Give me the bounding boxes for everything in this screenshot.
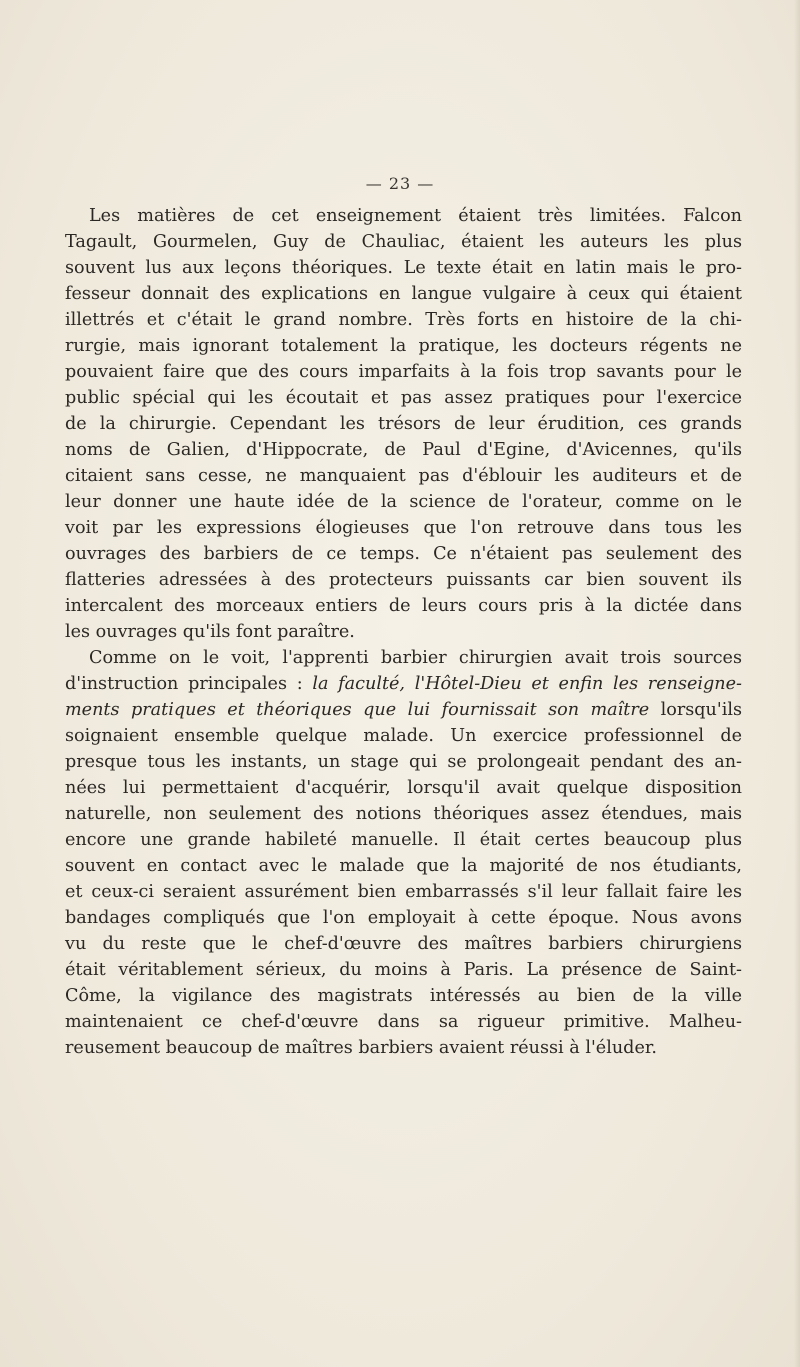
text-line: vu du reste que le chef-d'œuvre des maîtres barbiers chirurgiens (65, 934, 742, 954)
text-line: reusement beaucoup de maîtres barbiers avaient réussi à l'éluder. (65, 1038, 657, 1058)
text-line: pouvaient faire que des cours imparfaits à la fois trop savants pour le (65, 362, 742, 382)
text-line: souvent lus aux leçons théoriques. Le texte était en latin mais le pro- (65, 258, 742, 278)
text-line: voit par les expressions élogieuses que l'on retrouve dans tous les (65, 518, 742, 538)
text-line: bandages compliqués que l'on employait à cette époque. Nous avons (65, 908, 742, 928)
text-line: intercalent des morceaux entiers de leurs cours pris à la dictée dans (65, 596, 742, 616)
text-line: citaient sans cesse, ne manquaient pas d'éblouir les auditeurs et de (65, 466, 742, 486)
text-line: nées lui permettaient d'acquérir, lorsqu'il avait quelque disposition (65, 778, 742, 798)
text-line: rurgie, mais ignorant totalement la pratique, les docteurs régents ne (65, 336, 742, 356)
page-edge-shadow (794, 0, 800, 1367)
text-line: Tagault, Gourmelen, Guy de Chauliac, étaient les auteurs les plus (65, 232, 742, 252)
text-line: les ouvrages qu'ils font paraître. (65, 622, 355, 642)
italic-run: ments pratiques et théoriques que lui fournissait son maître (65, 700, 650, 720)
text-line: Les matières de cet enseignement étaient très limitées. Falcon (89, 206, 742, 226)
text-line: Comme on le voit, l'apprenti barbier chirurgien avait trois sources (89, 648, 742, 668)
text-run: d'instruction principales : (65, 674, 313, 694)
text-line: naturelle, non seulement des notions théoriques assez étendues, mais (65, 804, 742, 824)
text-line: flatteries adressées à des protecteurs puissants car bien souvent ils (65, 570, 742, 590)
text-line: et ceux-ci seraient assurément bien embarrassés s'il leur fallait faire les (65, 882, 742, 902)
text-line: soignaient ensemble quelque malade. Un exercice professionnel de (65, 726, 742, 746)
text-line: encore une grande habileté manuelle. Il était certes beaucoup plus (65, 830, 742, 850)
text-line: maintenaient ce chef-d'œuvre dans sa rigueur primitive. Malheu- (65, 1012, 742, 1032)
text-line: presque tous les instants, un stage qui se prolongeait pendant des an- (65, 752, 742, 772)
text-line-mixed (65, 697, 742, 723)
italic-run: la faculté, l'Hôtel-Dieu et enfin les renseigne- (312, 674, 742, 694)
text-line: de la chirurgie. Cependant les trésors de leur érudition, ces grands (65, 414, 742, 434)
text-run: lorsqu'ils (649, 700, 742, 720)
text-line: public spécial qui les écoutait et pas assez pratiques pour l'exercice (65, 388, 742, 408)
text-line-mixed (65, 671, 742, 697)
paragraph-2 (65, 645, 742, 1061)
text-line: souvent en contact avec le malade que la majorité de nos étudiants, (65, 856, 742, 876)
text-line: illettrés et c'était le grand nombre. Très forts en histoire de la chi- (65, 310, 742, 330)
text-line: ouvrages des barbiers de ce temps. Ce n'étaient pas seulement des (65, 544, 742, 564)
page-number: — 23 — (365, 174, 435, 193)
paragraph-1 (65, 203, 742, 645)
text-line: Côme, la vigilance des magistrats intéressés au bien de la ville (65, 986, 742, 1006)
text-line: fesseur donnait des explications en langue vulgaire à ceux qui étaient (65, 284, 742, 304)
text-line: était véritablement sérieux, du moins à Paris. La présence de Saint- (65, 960, 742, 980)
text-line: leur donner une haute idée de la science de l'orateur, comme on le (65, 492, 742, 512)
body-text (65, 203, 742, 1061)
text-line: noms de Galien, d'Hippocrate, de Paul d'Egine, d'Avicennes, qu'ils (65, 440, 742, 460)
